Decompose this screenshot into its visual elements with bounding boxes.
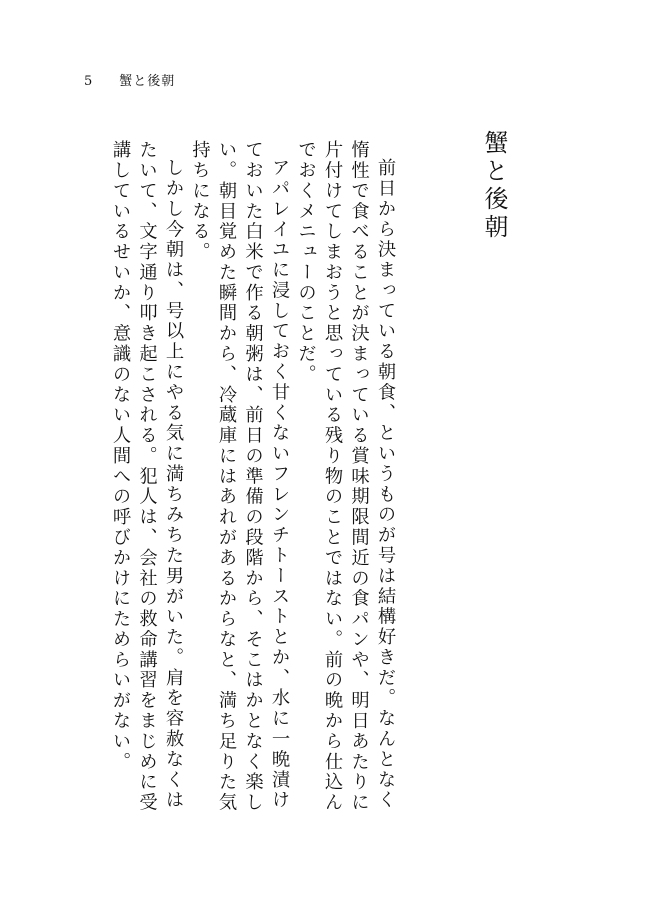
running-header xyxy=(84,70,175,89)
running-title: 蟹と後朝 xyxy=(119,74,176,89)
paragraph: しかし今朝は、号以上にやる気に満ちみちた男がいた。肩を容赦なくはたいて、文字通り叩き起こされる。犯人は、会社の救命講習をまじめに受講しているせいか、意識のない人間への呼びかけにためらいがない。 xyxy=(110,140,184,813)
chapter-title: 蟹と後朝 xyxy=(480,130,508,242)
paragraph: アパレイユに浸しておく甘くないフレンチトーストとか、水に一晩漬けておいた白米で作る朝粥は、前日の準備の段階から、そこはかとなく楽しい。朝目覚めた瞬間から、冷蔵庫にはあれがあるからなと、満ち足りた気持ちになる。 xyxy=(189,140,290,813)
body-text xyxy=(80,140,398,820)
paragraph: 前日から決まっている朝食、というものが号は結構好きだ。なんとなく惰性で食べることが決まっている賞味期限間近の食パンや、明日あたりに片付けてしまおうと思っている残り物のことではない。前の晩から仕込んでおくメニューのことだ。 xyxy=(295,140,396,813)
page-number: 5 xyxy=(84,74,94,89)
